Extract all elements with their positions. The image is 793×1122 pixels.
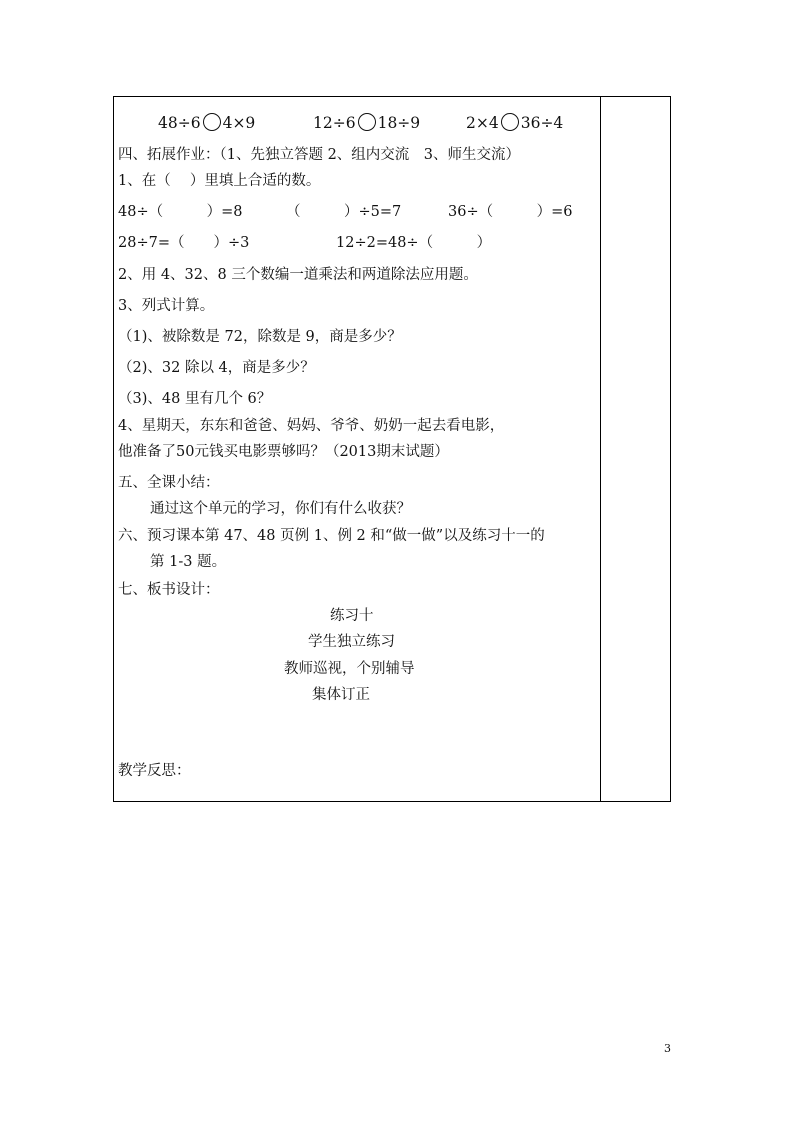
section5-heading: 五、全课小结： xyxy=(118,475,220,491)
question-4-line1: 4、星期天，东东和爸爸、妈妈、爷爷、奶奶一起去看电影， xyxy=(118,418,505,434)
question-3: 3、列式计算。 xyxy=(118,298,215,314)
board-line-2: 学生独立练习 xyxy=(308,634,395,650)
teaching-reflection-label: 教学反思： xyxy=(118,763,191,779)
fill-blank-2: （ ）÷5=7 xyxy=(286,204,402,220)
question-2: 2、用 4、32、8 三个数编一道乘法和两道除法应用题。 xyxy=(118,267,478,283)
section4-heading: 四、拓展作业：（1、先独立答题 2、组内交流 3、师生交流） xyxy=(118,147,521,163)
compare-circle-icon xyxy=(203,113,221,131)
expr3-right: 36÷4 xyxy=(520,114,564,132)
compare-circle-icon xyxy=(501,113,519,131)
expr3-left: 2×4 xyxy=(466,114,499,132)
expr2-right: 18÷9 xyxy=(377,114,421,132)
expr2-left: 12÷6 xyxy=(313,114,356,132)
compare-circle-icon xyxy=(358,113,376,131)
fill-blank-3: 36÷（ ）=6 xyxy=(448,204,573,220)
section5-body: 通过这个单元的学习，你们有什么收获？ xyxy=(150,501,411,517)
question-1: 1、在（ ）里填上合适的数。 xyxy=(118,173,321,189)
table-column-divider xyxy=(600,96,601,802)
section7-heading: 七、板书设计： xyxy=(118,582,220,598)
board-line-4: 集体订正 xyxy=(312,687,370,703)
question-3-3: （3)、48 里有几个 6？ xyxy=(118,391,272,407)
page-number: 3 xyxy=(664,1042,671,1055)
compare-expression-3 xyxy=(466,113,563,132)
expr1-right: 4×9 xyxy=(222,114,256,132)
board-line-3: 教师巡视，个别辅导 xyxy=(284,661,415,677)
fill-blank-1: 48÷（ ）=8 xyxy=(118,204,243,220)
fill-blank-5: 12÷2=48÷（ ） xyxy=(336,235,492,251)
question-4-line2: 他准备了50元钱买电影票够吗？（2013期末试题） xyxy=(118,444,449,460)
question-3-1: （1)、被除数是 72，除数是 9，商是多少？ xyxy=(118,329,402,345)
fill-blank-4: 28÷7=（ ）÷3 xyxy=(118,235,250,251)
section6-line1: 六、预习课本第 47、48 页例 1、例 2 和“做一做”以及练习十一的 xyxy=(118,528,545,544)
board-line-1: 练习十 xyxy=(330,608,374,624)
question-3-2: （2)、32 除以 4，商是多少？ xyxy=(118,360,315,376)
section6-line2: 第 1-3 题。 xyxy=(150,554,227,570)
expr1-left: 48÷6 xyxy=(158,114,201,132)
compare-expression-1 xyxy=(158,113,255,132)
compare-expression-2 xyxy=(313,113,420,132)
